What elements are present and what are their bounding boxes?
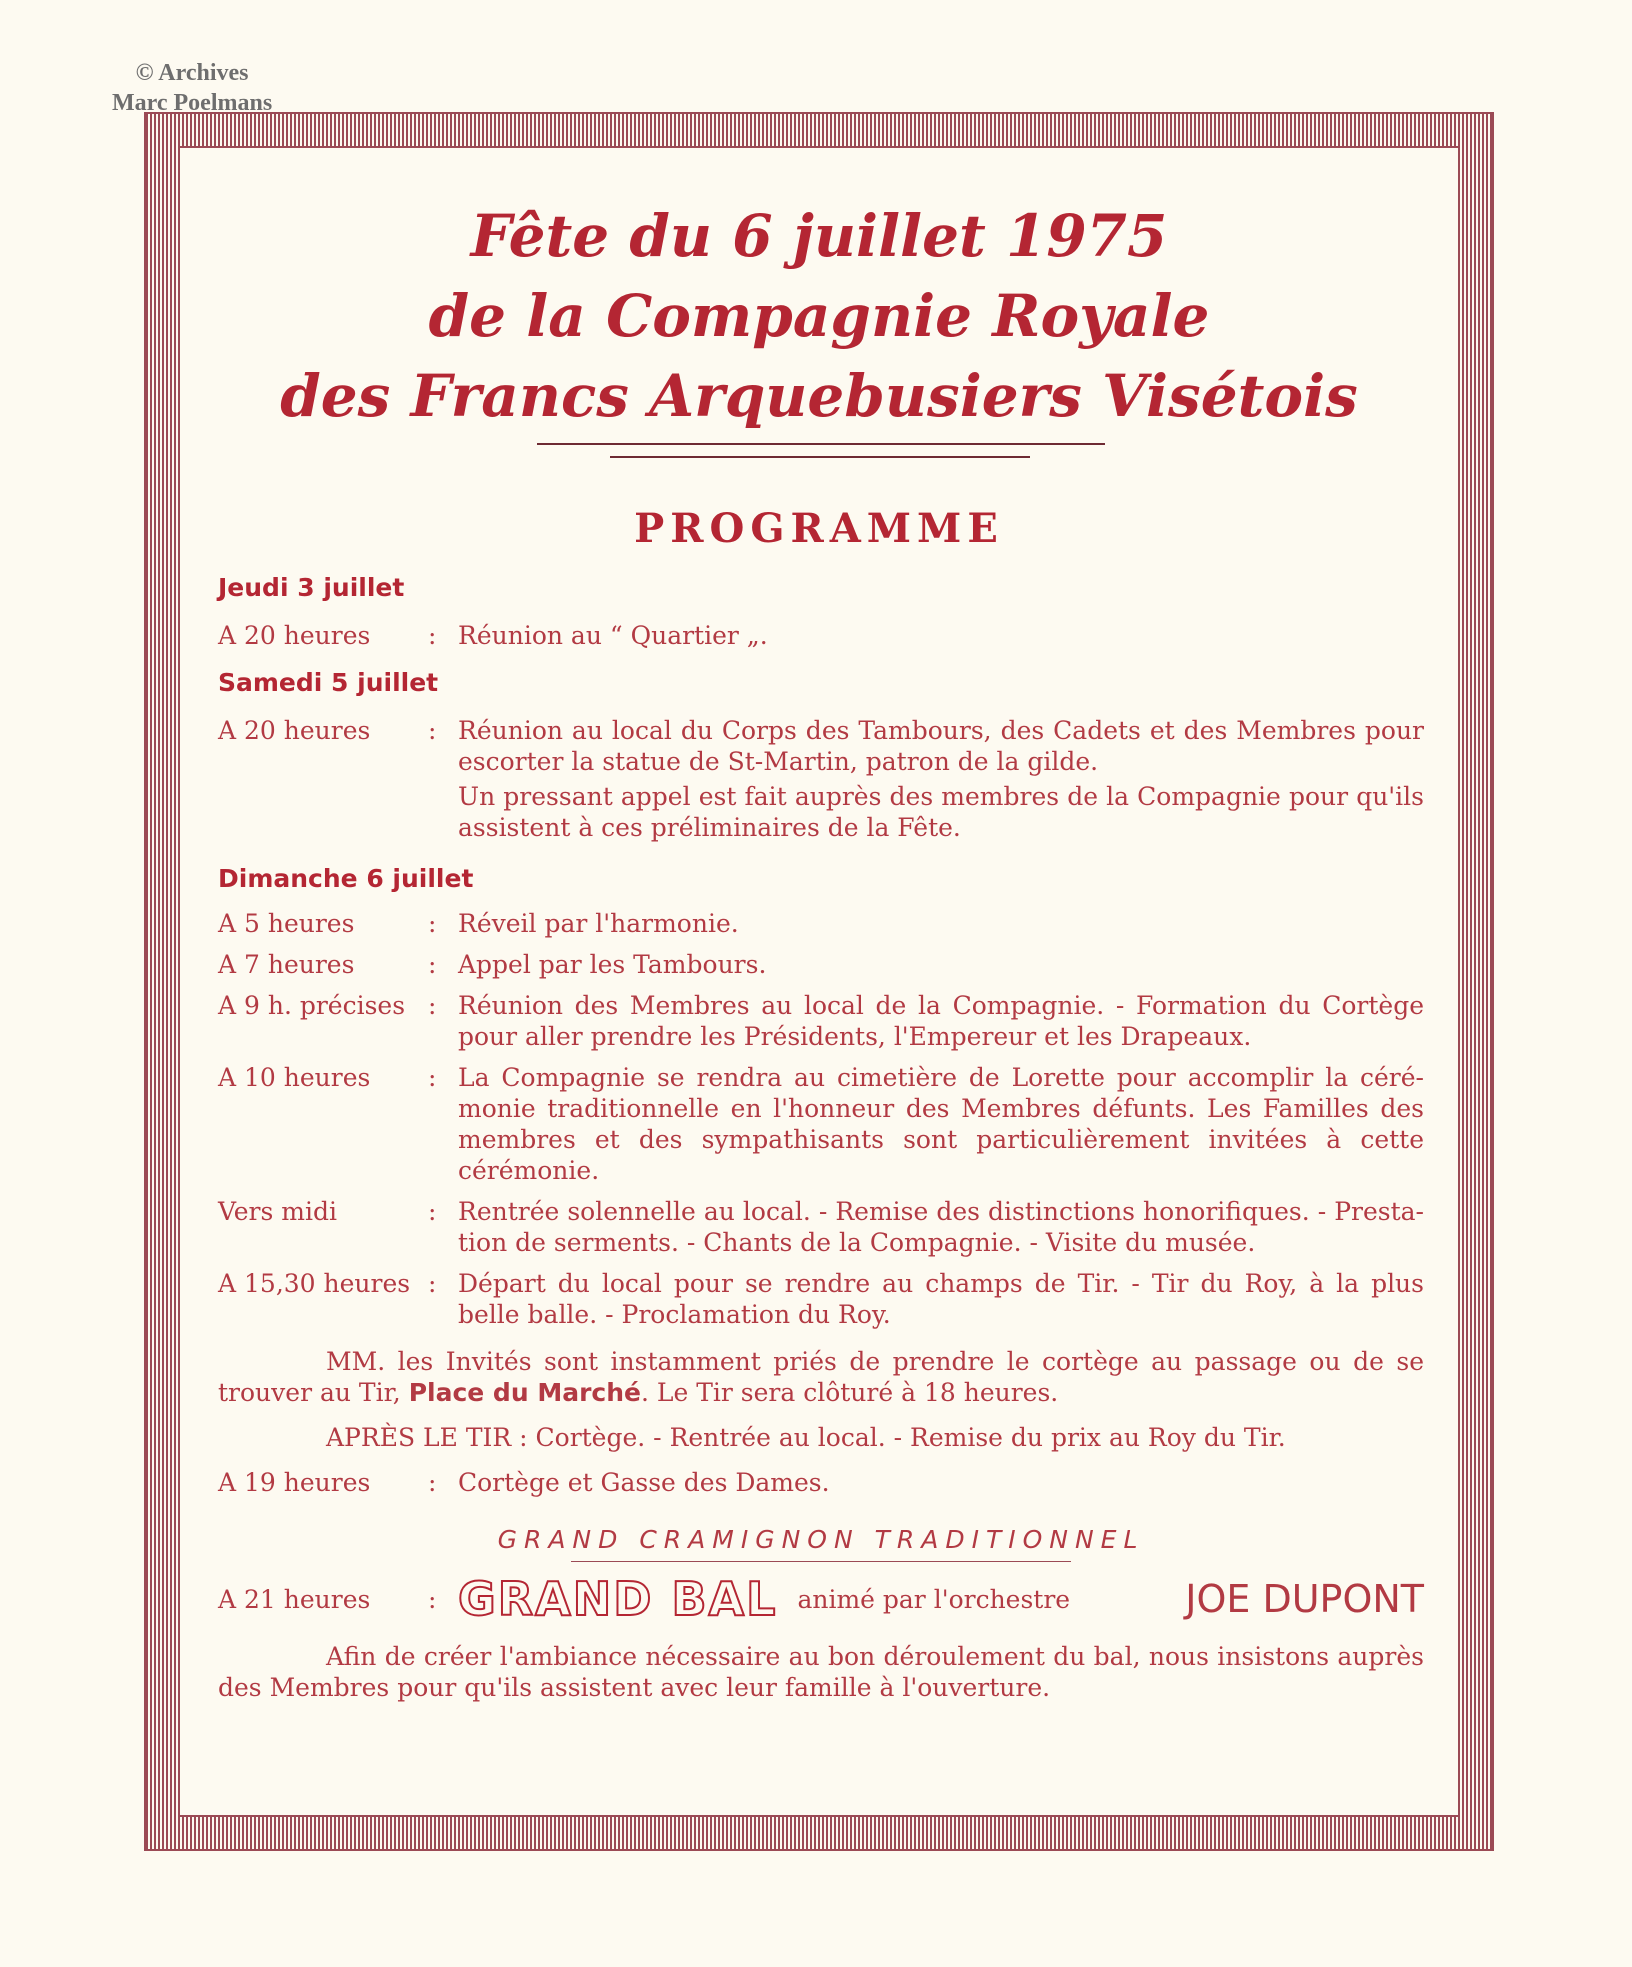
entry-colon: : (428, 1468, 437, 1497)
schedule-entry (218, 949, 1424, 980)
watermark-line-2: Marc Poelmans (112, 90, 273, 116)
title-divider-top (537, 443, 1105, 445)
invites-place: Place du Marché (408, 1378, 641, 1407)
entry-description: Réunion des Membres au local de la Compagnie. - Formation du Cortège pour aller prendre les Présidents, l'Empereur et les Drapeaux. (458, 991, 1424, 1051)
entry-description: Rentrée solennelle au local. - Remise des distinctions honorifiques. - Presta-tion de serments. - Chants de la Compagnie. - Visite du musée. (458, 1197, 1424, 1257)
entry-description: Réunion au “ Quartier „. (458, 621, 768, 650)
entry-description-appeal: Un pressant appel est fait auprès des membres de la Compagnie pour qu'ils assistent à ces préliminaires de la Fête. (458, 782, 1424, 842)
invites-paragraph (218, 1346, 1424, 1408)
day-heading-thursday: Jeudi 3 juillet (218, 573, 405, 602)
schedule-entry (218, 620, 1424, 651)
invites-text-2: . Le Tir sera clôturé à 18 heures. (640, 1378, 1059, 1407)
apres-tir-paragraph: APRÈS LE TIR : Cortège. - Rentrée au local. - Remise du prix au Roy du Tir. (326, 1423, 1286, 1452)
title-line-3: des Francs Arquebusiers Visétois (280, 362, 1358, 430)
schedule-entry (218, 1268, 1424, 1330)
entry-description: La Compagnie se rendra au cimetière de Lorette pour accomplir la céré-monie traditionnelle en l'honneur des Membres défunts. Les Familles des membres et des sympathisants sont particulièrement invitées à cette cérémonie. (458, 1063, 1424, 1185)
entry-colon: : (428, 991, 437, 1020)
entry-description: Départ du local pour se rendre au champs de Tir. - Tir du Roy, à la plus belle balle. - Proclamation du Roy. (458, 1269, 1424, 1329)
entry-colon: : (428, 1197, 437, 1226)
entry-colon: : (428, 716, 437, 745)
schedule-entry (218, 1062, 1424, 1186)
entry-time: A 20 heures (218, 621, 371, 650)
anime-par-text: animé par l'orchestre (797, 1585, 1071, 1614)
entry-description: Cortège et Gasse des Dames. (458, 1468, 830, 1497)
entry-colon: : (428, 1269, 437, 1298)
entry-time: A 5 heures (218, 909, 355, 938)
entry-colon: : (428, 1063, 437, 1092)
day-heading-sunday: Dimanche 6 juillet (218, 864, 474, 893)
entry-time: A 15,30 heures (218, 1269, 411, 1298)
entry-colon: : (428, 950, 437, 979)
archive-watermark (112, 58, 272, 118)
schedule-entry (218, 715, 1424, 843)
entry-time: A 9 h. précises (218, 991, 406, 1020)
document-title (180, 196, 1458, 436)
entry-time: A 7 heures (218, 950, 355, 979)
entry-time: A 19 heures (218, 1468, 371, 1497)
entry-time: Vers midi (218, 1197, 337, 1226)
grand-bal-title: GRAND BAL (458, 1572, 778, 1626)
invites-text-1: MM. les Invités sont instamment priés de prendre le cortège au passage ou de se trouver au Tir, (218, 1347, 1424, 1407)
schedule-entry (218, 908, 1424, 939)
title-line-1: Fête du 6 juillet 1975 (470, 202, 1168, 270)
schedule-entry (218, 990, 1424, 1052)
cramignon-heading: GRAND CRAMIGNON TRADITIONNEL (497, 1525, 1145, 1554)
entry-colon: : (428, 909, 437, 938)
watermark-line-1: © Archives (135, 60, 249, 86)
entry-time: A 21 heures (218, 1585, 371, 1614)
entry-description: Appel par les Tambours. (458, 950, 767, 979)
schedule-entry (218, 1196, 1424, 1258)
title-line-2: de la Compagnie Royale (428, 282, 1210, 350)
closing-paragraph: Afin de créer l'ambiance nécessaire au bon déroulement du bal, nous insistons auprès des Membres pour qu'ils assistent avec leur famille à l'ouverture. (218, 1642, 1424, 1702)
programme-heading: PROGRAMME (634, 505, 1004, 552)
orchestra-name: JOE DUPONT (1185, 1577, 1424, 1621)
entry-time: A 10 heures (218, 1063, 371, 1092)
title-divider-bottom (610, 456, 1030, 458)
programme-content (218, 568, 1424, 1703)
schedule-entry (218, 1467, 1424, 1498)
entry-colon: : (428, 621, 437, 650)
cramignon-divider (571, 1561, 1071, 1562)
entry-description: Réveil par l'harmonie. (458, 909, 739, 938)
entry-description (458, 715, 1424, 843)
day-heading-saturday: Samedi 5 juillet (218, 668, 439, 697)
grand-bal-entry (218, 1572, 1424, 1626)
entry-time: A 20 heures (218, 716, 371, 745)
entry-description-line: Réunion au local du Corps des Tambours, des Cadets et des Membres pour escorter la statue de St-Martin, patron de la gilde. (458, 716, 1424, 776)
entry-colon: : (428, 1585, 437, 1614)
